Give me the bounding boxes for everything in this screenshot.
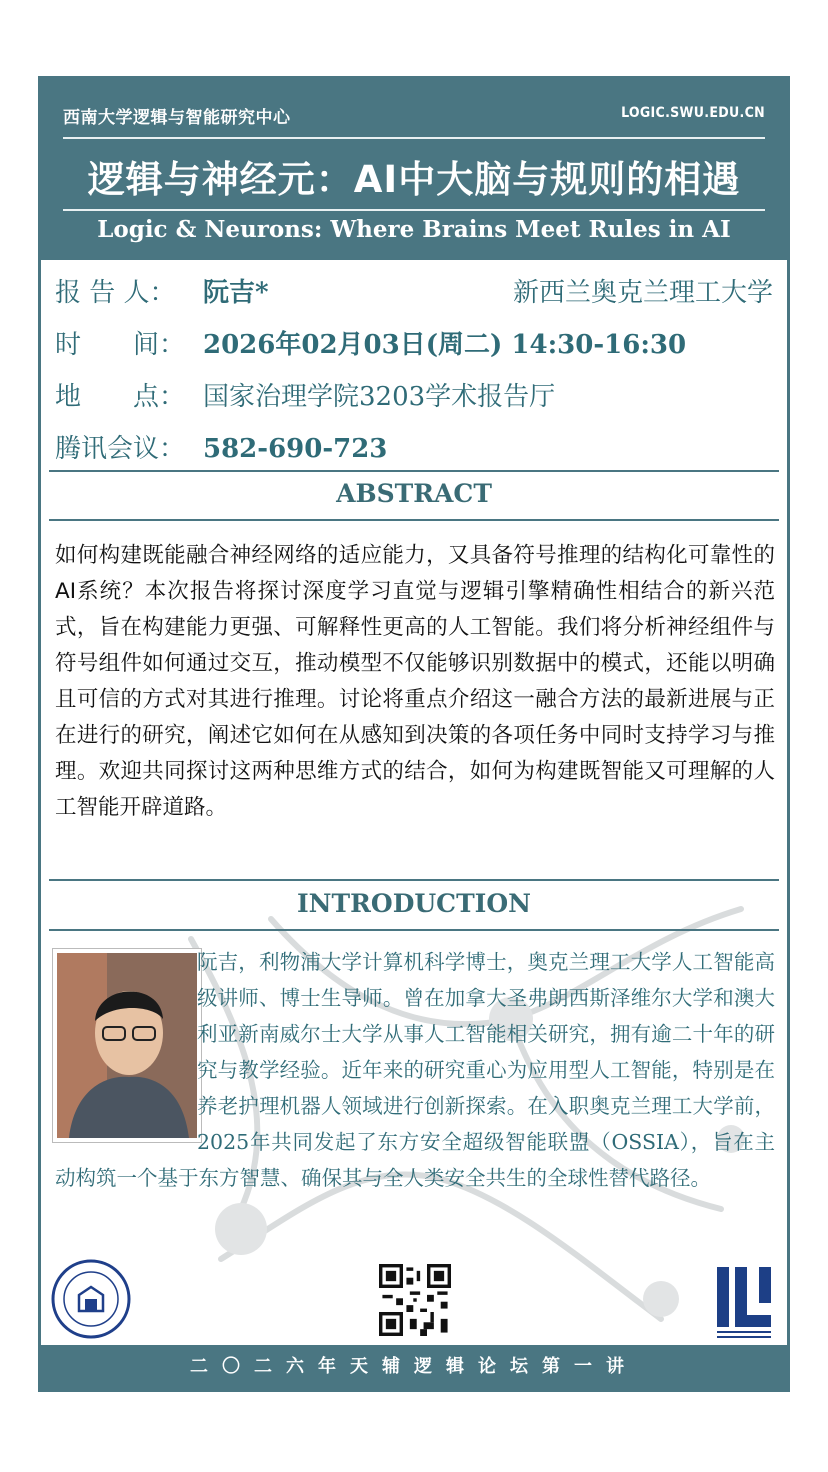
abstract-heading: ABSTRACT bbox=[336, 479, 492, 508]
intro-divider-bottom bbox=[49, 929, 779, 931]
university-seal-logo bbox=[51, 1259, 131, 1339]
header-divider-top bbox=[63, 137, 765, 139]
place-label: 地 点： bbox=[55, 382, 186, 412]
event-info bbox=[55, 267, 773, 475]
time-row bbox=[55, 319, 773, 371]
title-english: Logic & Neurons: Where Brains Meet Rules in AI bbox=[97, 216, 731, 243]
header-divider-middle bbox=[63, 209, 765, 211]
footer-banner: 二〇二六年天辅逻辑论坛第一讲 bbox=[41, 1345, 787, 1389]
abstract-divider bbox=[49, 519, 779, 521]
title-chinese: 逻辑与神经元：AI中大脑与规则的相遇 bbox=[87, 158, 741, 201]
place-row bbox=[55, 371, 773, 423]
org-name: 西南大学逻辑与智能研究中心 bbox=[63, 108, 291, 128]
speaker-row bbox=[55, 267, 773, 319]
tencent-row bbox=[55, 423, 773, 475]
site-url[interactable]: LOGIC.SWU.EDU.CN bbox=[621, 105, 765, 121]
speaker-affiliation: 新西兰奥克兰理工大学 bbox=[512, 278, 773, 308]
header-banner bbox=[41, 79, 787, 260]
time-value: 2026年02月03日(周二) 14:30-16:30 bbox=[203, 330, 687, 360]
photo-spacer bbox=[55, 944, 197, 1160]
qr-code[interactable] bbox=[379, 1264, 451, 1336]
institute-logo bbox=[713, 1263, 777, 1343]
poster bbox=[38, 76, 790, 1392]
introduction-text bbox=[55, 944, 775, 1196]
abstract-text: 如何构建既能融合神经网络的适应能力，又具备符号推理的结构化可靠性的AI系统？本次报告将探讨深度学习直觉与逻辑引擎精确性相结合的新兴范式，旨在构建能力更强、可解释性更高的人工智能。我们将分析神经组件与符号组件如何通过交互，推动模型不仅能够识别数据中的模式，还能以明确且可信的方式对其进行推理。讨论将重点介绍这一融合方法的最新进展与正在进行的研究，阐述它如何在从感知到决策的各项任务中同时支持学习与推理。欢迎共同探讨这两种思维方式的结合，如何为构建既智能又可理解的人工智能开辟道路。 bbox=[55, 543, 775, 820]
introduction-paragraph: 阮吉，利物浦大学计算机科学博士，奥克兰理工大学人工智能高级讲师、博士生导师。曾在加拿大圣弗朗西斯泽维尔大学和澳大利亚新南威尔士大学从事人工智能相关研究，拥有逾二十年的研究与教学经验。近年来的研究重心为应用型人工智能，特别是在养老护理机器人领域进行创新探索。在入职奥克兰理工大学前，2025年共同发起了东方安全超级智能联盟（OSSIA），旨在主动构筑一个基于东方智慧、确保其与全人类安全共生的全球性替代路径。 bbox=[55, 950, 775, 1190]
tencent-meeting-id[interactable]: 582-690-723 bbox=[203, 434, 388, 464]
info-divider bbox=[49, 470, 779, 472]
introduction-heading: INTRODUCTION bbox=[296, 889, 531, 918]
speaker-name: 阮吉* bbox=[203, 278, 269, 308]
time-label: 时 间： bbox=[55, 330, 186, 360]
speaker-label: 报 告 人： bbox=[55, 278, 176, 308]
place-value: 国家治理学院3203学术报告厅 bbox=[203, 382, 556, 412]
tencent-label: 腾讯会议： bbox=[55, 434, 186, 464]
